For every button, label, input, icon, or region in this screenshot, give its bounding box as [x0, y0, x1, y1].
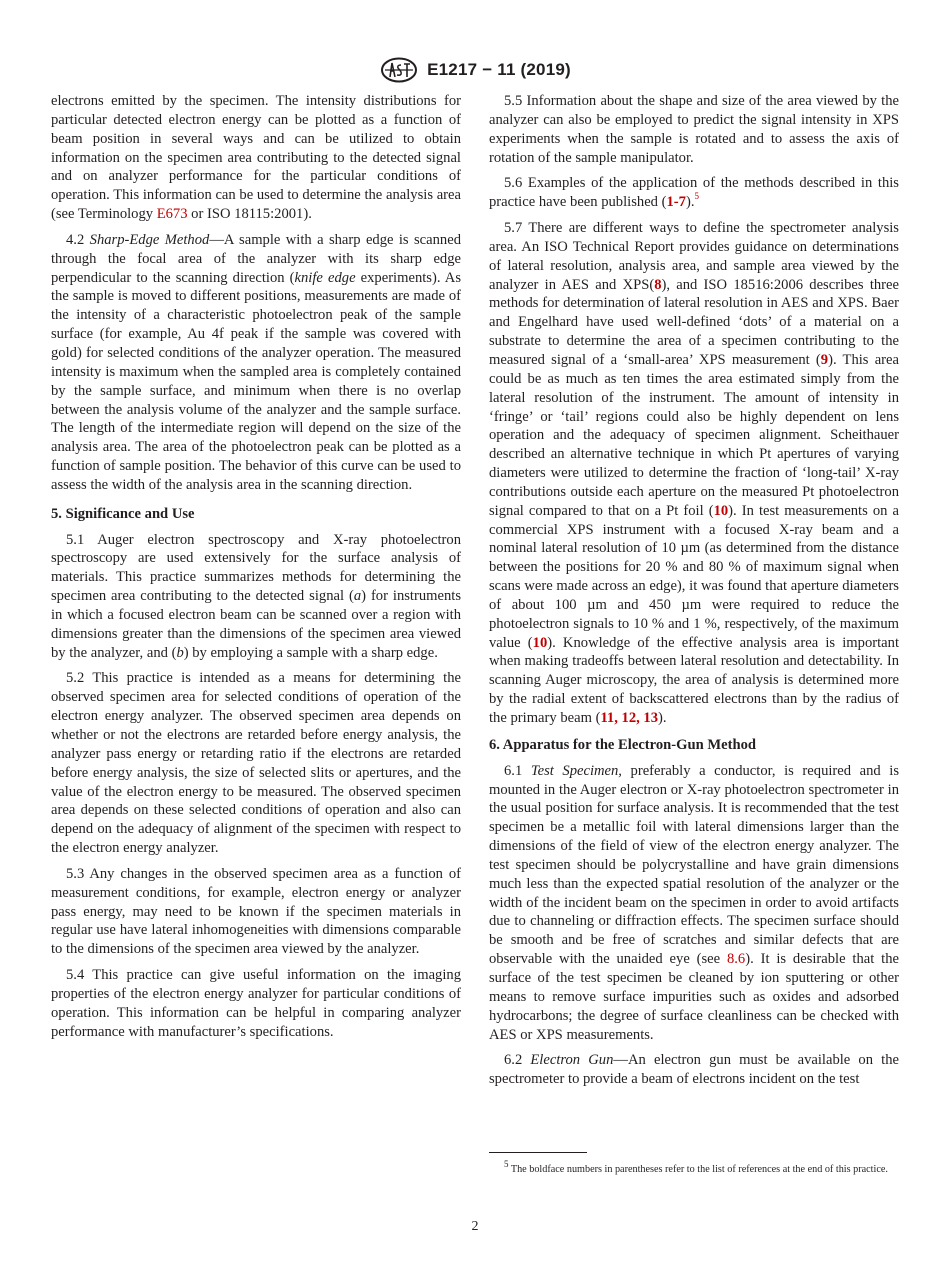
paragraph-5-3: 5.3 Any changes in the observed specimen area as a function of measurement conditions, for example, electron energy or analyzer pass energy, may need to be known if the specimen materials in regular use have lateral inhomogeneities with dimensions comparable to the dimensions of the specimen area viewed by the analyzer. — [51, 865, 461, 958]
ref-link-10[interactable]: 10 — [532, 634, 548, 651]
ref-link-9[interactable]: 9 — [820, 351, 829, 368]
document-id: E1217 − 11 (2019) — [427, 60, 571, 79]
ref-link-8[interactable]: 8 — [654, 276, 662, 293]
ref-link-12[interactable]: 12 — [621, 710, 637, 726]
paragraph-6-1: 6.1 Test Specimen, preferably a conductor, is required and is mounted in the Auger electron or X-ray photoelectron spectrometer in the usual position for surface analysis. It is recommended that the test specimen be a metallic foil with lateral dimensions larger than the dimensions of the field of view of the electron energy analyzer. The test specimen should be polycrystalline and have grain dimensions much less than the expected spatial resolution of the analyzer or the width of the incident beam on the specimen in order to avoid artifacts due to channeling or diffraction effects. The specimen surface should be smooth and be free of scratches and similar defects that are observable with the unaided eye (see 8.6). It is desirable that the surface of the test specimen be cleaned by ion sputtering or other means to remove surface impurities such as oxides and adsorbed hydrocarbons; the degree of surface cleanliness can be checked with AES or XPS measurements. — [489, 762, 900, 1043]
page-header — [0, 56, 950, 84]
page-number: 2 — [471, 1219, 479, 1234]
paragraph-5-2: 5.2 This practice is intended as a means for determining the observed specimen area for selected conditions of operation of the electron energy analyzer. The observed specimen area depends on whether or not the electrons are retarded before energy analysis, the analyzer pass energy or retarding ratio if the electrons are retarded before energy analysis, the size of selected slits or apertures, and the value of the electron energy to be measured. The observed specimen area depends on these selected conditions of operation and also can depend on the adequacy of alignment of the specimen with respect to the electron energy analyzer. — [51, 670, 461, 857]
ref-link-1-7[interactable]: 1-7 — [666, 194, 686, 211]
section-heading-5: 5. Significance and Use — [51, 505, 195, 522]
paragraph-5-6: 5.6 Examples of the application of the methods described in this practice have been published (1-7).$^5$ — [489, 175, 899, 211]
paragraph-5-4: 5.4 This practice can give useful information on the imaging properties of the electron energy analyzer for particular conditions of operation. This information can be helpful in comparing analyzer performance with manufacturer’s specifications. — [51, 967, 461, 1040]
left-column — [51, 92, 461, 1049]
footnote-5: $^5$ The boldface numbers in parentheses refer to the list of references at the end of this practice. — [504, 1158, 888, 1175]
paragraph-5-5: 5.5 Information about the shape and size of the area viewed by the analyzer can also be employed to predict the signal intensity in XPS experiments when the sample is rotated and to assess the axis of rotation of the sample manipulator. — [489, 93, 899, 166]
right-column — [489, 92, 899, 1096]
paragraph-6-2: 6.2 Electron Gun—An electron gun must be available on the spectrometer to provide a beam of electrons incident on the test — [489, 1052, 899, 1088]
paragraph-5-7: 5.7 There are different ways to define the spectrometer analysis area. An ISO Technical Report provides guidance on determinations of lateral resolution, analysis area, and sample area viewed by the analyzer in AES and XPS(8), and ISO 18516:2006 describes three methods for determination of lateral resolution in AES and XPS. Baer and Engelhard have used well-defined ‘dots’ of a material on a substrate to determine the area of a specimen contributing to the measured signal of a ‘small-area’ XPS measurement (9). This area could be as much as ten times the area estimated simply from the lateral resolution of the instrument. The amount of intensity in ‘fringe’ or ‘tail’ regions could also be highly dependent on lens operation and the adequacy of specimen alignment. Scheithauer described an alternative technique in which Pt apertures of varying diameters were utilized to determine the fraction of ‘long-tail’ X-ray contributions outside each aperture on the measured Pt photoelectron signal compared to that on a Pt foil (10). In test measurements on a commercial XPS instrument with a focused X-ray beam and a nominal lateral resolution of 10 µm (as determined from the distance between the positions for 20 % and 80 % of maximum signal when scans were made across an edge), it was found that aperture diameters of about 100 µm and 450 µm were required to reduce the photoelectron signals to 10 % and 1 %, respectively, of the maximum value (10). Knowledge of the effective analysis area is important when making tradeoffs between lateral resolution and detectability. In scanning Auger microscopy, the area of analysis is determined more by the radial extent of backscattered electrons than by the radius of the primary beam (11, 12, 13). — [489, 220, 899, 726]
paragraph-5-1: 5.1 Auger electron spectroscopy and X-ray photoelectron spectroscopy are used extensively for the surface analysis of materials. This practice summarizes methods for determining the specimen area contributing to the detected signal (a) for instruments in which a focused electron beam can be scanned over a region with dimensions greater than the dimensions of the specimen area viewed by the analyzer, and (b) by employing a sample with a sharp edge. — [51, 531, 461, 661]
footnote-divider — [489, 1152, 587, 1153]
section-heading-6: 6. Apparatus for the Electron-Gun Method — [489, 736, 757, 753]
astm-logo — [379, 57, 419, 83]
paragraph-4-1-continued: electrons emitted by the specimen. The intensity distributions for particular detected electron energy can be plotted as a function of beam position in several ways and can be utilized to obtain information on the specimen area contributing to the detected signal and on analyzer performance for the particular conditions of operation. This information can be used to determine the analysis area (see Terminology E673 or ISO 18115:2001). — [51, 93, 461, 223]
ref-link-13[interactable]: 13 — [643, 710, 659, 726]
footnote-marker-5[interactable]: 5 — [694, 191, 699, 202]
ref-link-11[interactable]: 11 — [600, 710, 615, 726]
ref-link-8-6[interactable]: 8.6 — [726, 951, 746, 968]
ref-link-e673[interactable]: E673 — [156, 206, 188, 223]
ref-link-10[interactable]: 10 — [713, 502, 729, 519]
paragraph-4-2: 4.2 Sharp-Edge Method—A sample with a sharp edge is scanned through the focal area of the analyzer with its sharp edge perpendicular to the scanning direction (knife edge experiments). As the sample is moved to different positions, measurements are made of the intensity of a characteristic photoelectron peak of the sample surface (for example, Au 4f peak if the sample was covered with gold) for selected conditions of the analyzer operation. The measured intensity is maximum when the sampled area is completely contained by the sample surface, and minimum when there is no overlap between the analysis volume of the analyzer and the sample surface. The length of the intermediate region will depend on the size of the analysis area. The area of the photoelectron peak can be plotted as a function of sample position. The behavior of this curve can be used to assess the width of the analysis area in the scanning direction. — [51, 231, 462, 493]
